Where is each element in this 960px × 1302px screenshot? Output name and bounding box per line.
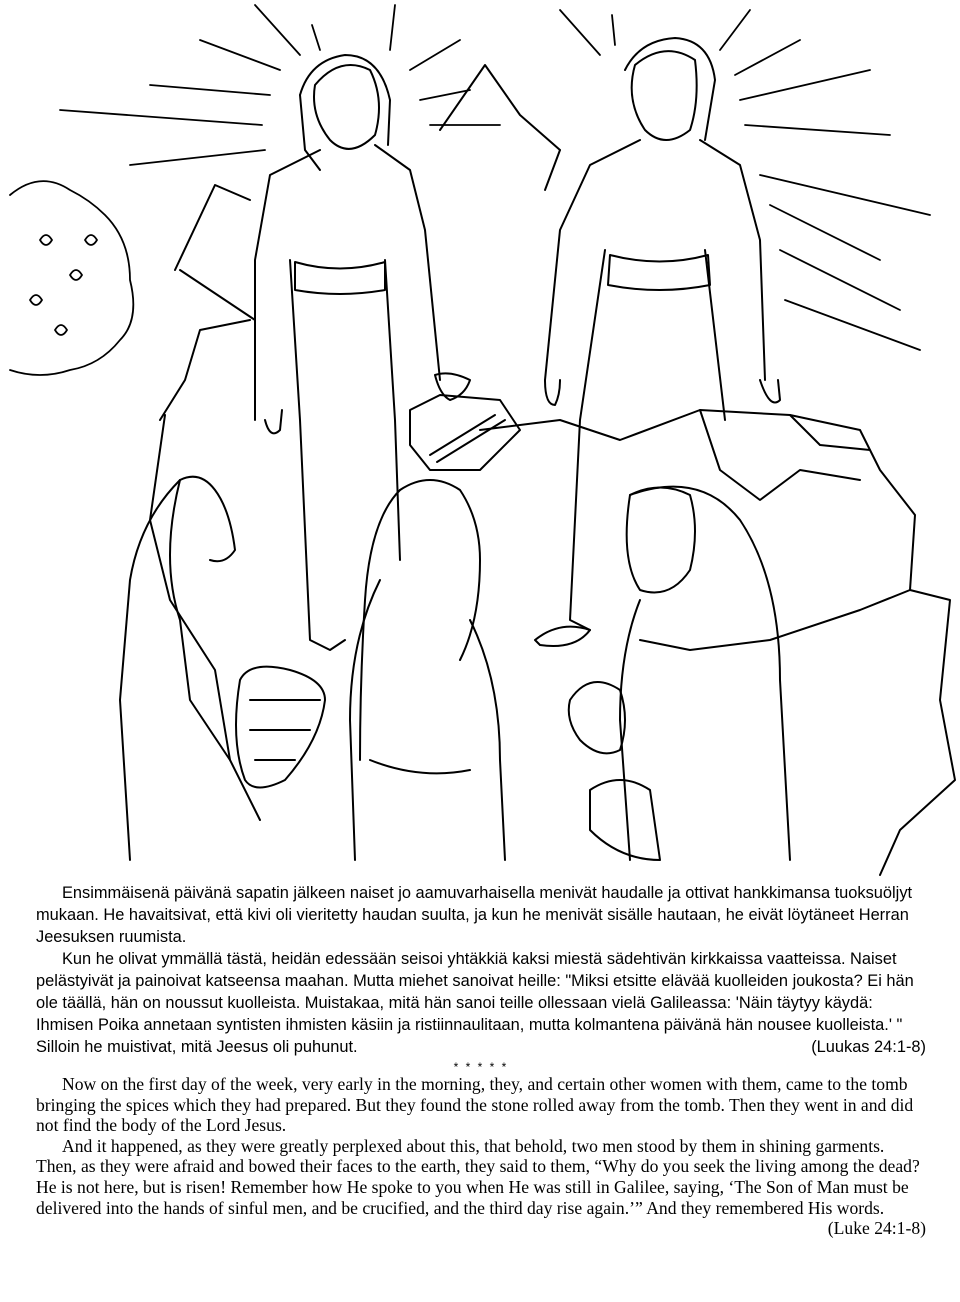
light-rays [60,5,930,350]
english-paragraph-2 [36,1135,926,1239]
english-paragraph-1: Now on the first day of the week, very early in the morning, they, and certain other women with them, came to the tomb bringing the spices which they had prepared. But they found the stone rolled away from the tomb. Then they went in and did not find the body of the Lord Jesus. [36,1074,914,1136]
english-paragraph-2-text: And it happened, as they were greatly perplexed about this, that behold, two men stood by them in shining garments. Then, as they were afraid and bowed their faces to the earth, they said to them, “Why do you seek the living among the dead? He is not here, but is risen! Remember how He spoke to you when He was still in Galilee, saying, ‘The Son of Man must be delivered into the hands of sinful men, and be crucified, and the third day rise again.’” And they remembered His words. [36,1135,920,1218]
angel-right [535,38,780,646]
bush [10,181,133,375]
angel-left [255,55,470,650]
woman-right [569,487,790,860]
finnish-reference: (Luukas 24:1-8) [811,1038,926,1056]
tomb-rocks [150,65,955,875]
woman-middle [350,480,505,860]
woman-left [120,477,325,860]
english-reference: (Luke 24:1-8) [827,1218,926,1239]
story-text [36,882,926,1239]
separator: * * * * * [453,1060,509,1074]
finnish-paragraph-2-text: Kun he olivat ymmällä tästä, heidän edessään seisoi yhtäkkiä kaksi miestä sädehtivän kirkkaissa vaatteissa. Naiset pelästyivät ja painoivat katseensa maahan. Mutta miehet sanoivat heille: "Miksi etsitte elävää kuolleiden joukosta? Ei hän ole täällä, hän on noussut kuolleista. Muistakaa, mitä hän sanoi teille ollessaan vielä Galileassa: 'Näin täytyy käydä: Ihmisen Poika annetaan syntisten ihmisten käsiin ja ristiinnaulitaan, mutta kolmantena päivänä hän nousee kuolleista.' " Silloin he muistivat, mitä Jeesus oli puhunut. [36,950,914,1056]
finnish-paragraph-1: Ensimmäisenä päivänä sapatin jälkeen naiset jo aamuvarhaisella menivät haudalle ja ottivat hankkimansa tuoksuöljyt mukaan. He havaitsivat, että kivi oli vieritetty haudan suulta, ja kun he menivät sisälle hautaan, he eivät löytäneet Herran Jeesuksen ruumista. [36,884,913,946]
finnish-paragraph-2 [36,948,926,1058]
